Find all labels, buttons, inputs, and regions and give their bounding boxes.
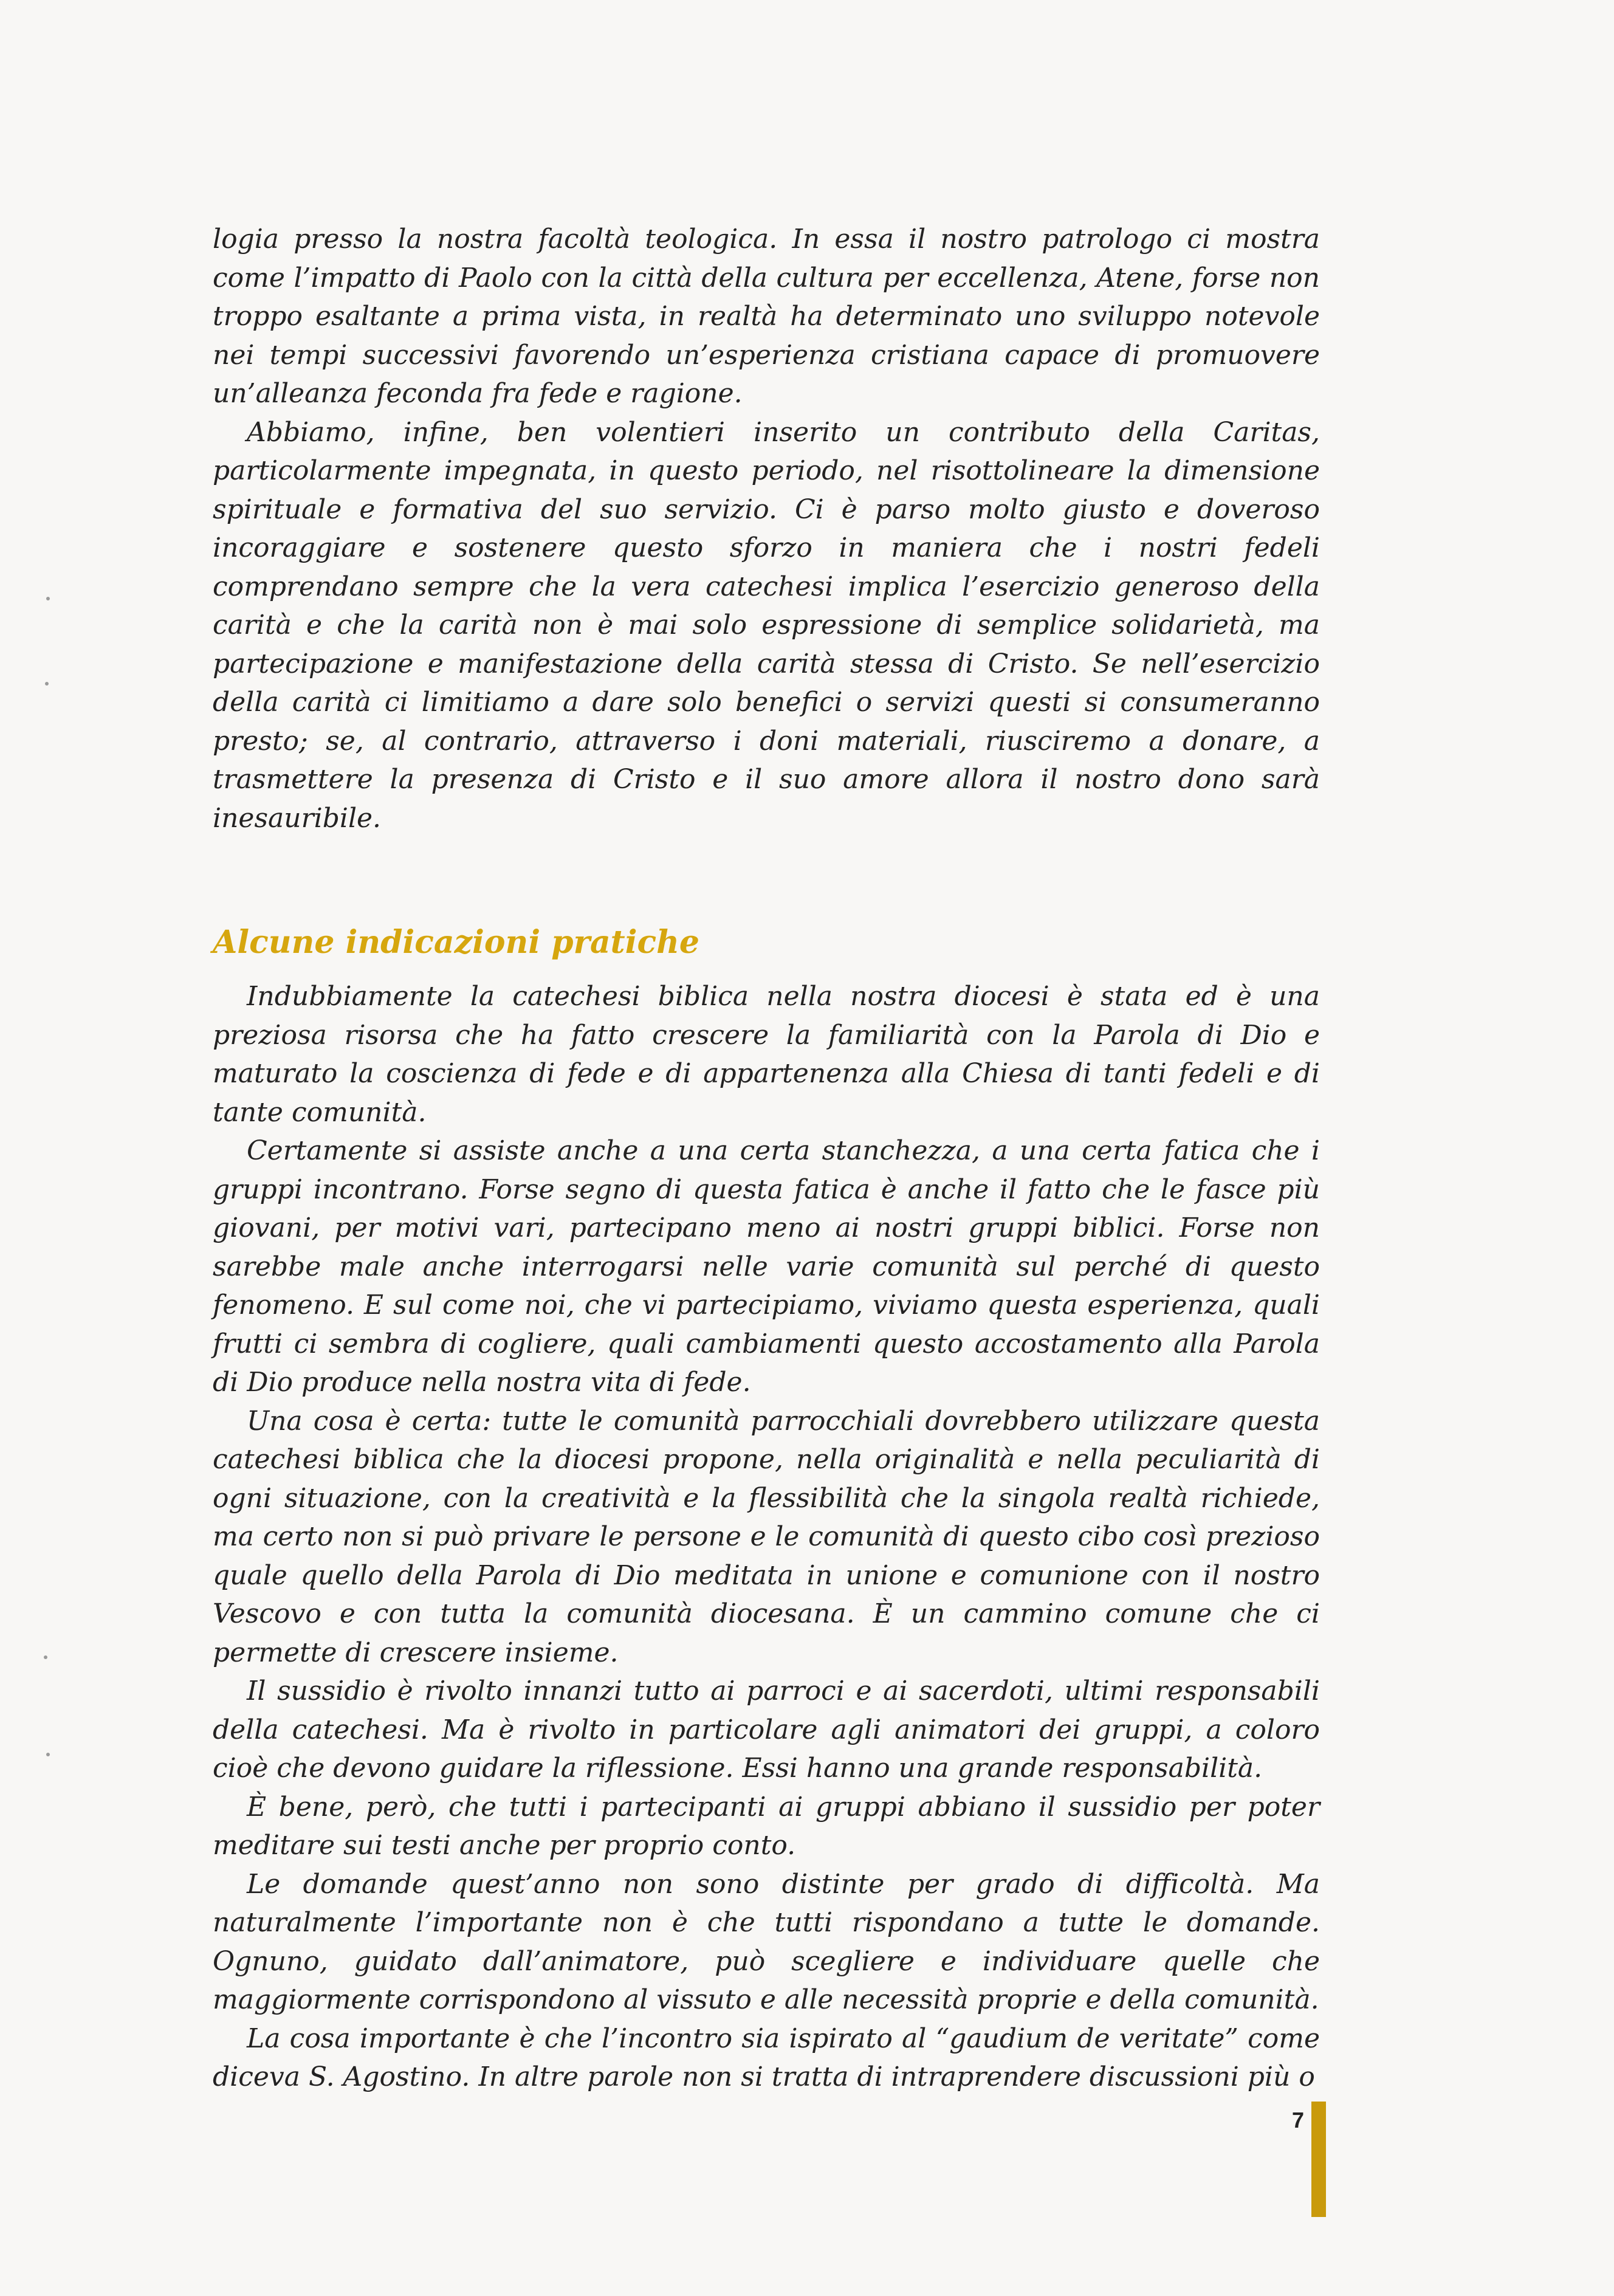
paragraph: La cosa importante è che l’incontro sia ispirato al “gaudium de veritate” come diceva S. Agostino. In altre parole non si tratta di intraprendere discussioni più o <box>213 2023 1320 2092</box>
paragraph: Le domande quest’anno non sono distinte per grado di difficoltà. Ma naturalmente l’importante non è che tutti rispondano a tutte le domande. Ognuno, guidato dall’animatore, può scegliere e individuare quelle che maggiormente corrispondono al vissuto e alle necessità proprie e della comunità. <box>213 1868 1320 2015</box>
paragraph-caritas: Abbiamo, infine, ben volentieri inserito un contributo della Caritas, particolarmente impegnata, in questo periodo, nel risottolineare la dimensione spirituale e formativa del suo servizio. Ci è parso molto giusto e doveroso incoraggiare e sostenere questo sforzo in maniera che i nostri fedeli comprendano sempre che la vera catechesi implica l’esercizio generoso della carità e che la carità non è mai solo espressione di semplice solidarietà, ma partecipazione e manifestazione della carità stessa di Cristo. Se nell’esercizio della carità ci limitiamo a dare solo benefici o servizi questi si consumeranno presto; se, al contrario, attraverso i doni materiali, riusciremo a donare, a trasmettere la presenza di Cristo e il suo amore allora il nostro dono sarà inesauribile. <box>213 416 1320 834</box>
paper-speck <box>44 1655 47 1659</box>
paper-speck <box>46 1753 50 1756</box>
paragraph: Indubbiamente la catechesi biblica nella nostra diocesi è stata ed è una preziosa risorsa che ha fatto crescere la familiarità con la Parola di Dio e maturato la coscienza di fede e di appartenenza alla Chiesa di tanti fedeli e di tante comunità. <box>213 981 1320 1128</box>
page-edge-tab <box>1311 2102 1326 2217</box>
page-number: 7 <box>1291 2108 1304 2133</box>
paragraph: È bene, però, che tutti i partecipanti ai gruppi abbiano il sussidio per poter meditare sui testi anche per proprio conto. <box>213 1791 1320 1861</box>
paragraph-intro-continued: logia presso la nostra facoltà teologica. In essa il nostro patrologo ci mostra come l’impatto di Paolo con la città della cultura per eccellenza, Atene, forse non troppo esaltante a prima vista, in realtà ha determinato uno sviluppo notevole nei tempi successivi favorendo un’esperienza cristiana capace di promuovere un’alleanza feconda fra fede e ragione. <box>213 224 1320 409</box>
paper-speck <box>46 597 50 600</box>
section-heading: Alcune indicazioni pratiche <box>213 924 699 961</box>
paper-speck <box>45 682 49 686</box>
paragraph: Una cosa è certa: tutte le comunità parrocchiali dovrebbero utilizzare questa catechesi biblica che la diocesi propone, nella originalità e nella peculiarità di ogni situazione, con la creatività e la flessibilità che la singola realtà richiede, ma certo non si può privare le persone e le comunità di questo cibo così prezioso quale quello della Parola di Dio meditata in unione e comunione con il nostro Vescovo e con tutta la comunità diocesana. È un cammino comune che ci permette di crescere insieme. <box>213 1405 1320 1668</box>
paragraph: Il sussidio è rivolto innanzi tutto ai parroci e ai sacerdoti, ultimi responsabili della catechesi. Ma è rivolto in particolare agli animatori dei gruppi, a coloro cioè che devono guidare la riflessione. Essi hanno una grande responsabilità. <box>213 1676 1320 1784</box>
body-text <box>213 220 1320 2097</box>
paragraph: Certamente si assiste anche a una certa stanchezza, a una certa fatica che i gruppi incontrano. Forse segno di questa fatica è anche il fatto che le fasce più giovani, per motivi vari, partecipano meno ai nostri gruppi biblici. Forse non sarebbe male anche interrogarsi nelle varie comunità sul perché di questo fenomeno. E sul come noi, che vi partecipiamo, viviamo questa esperienza, quali frutti ci sembra di cogliere, quali cambiamenti questo accostamento alla Parola di Dio produce nella nostra vita di fede. <box>213 1135 1320 1398</box>
